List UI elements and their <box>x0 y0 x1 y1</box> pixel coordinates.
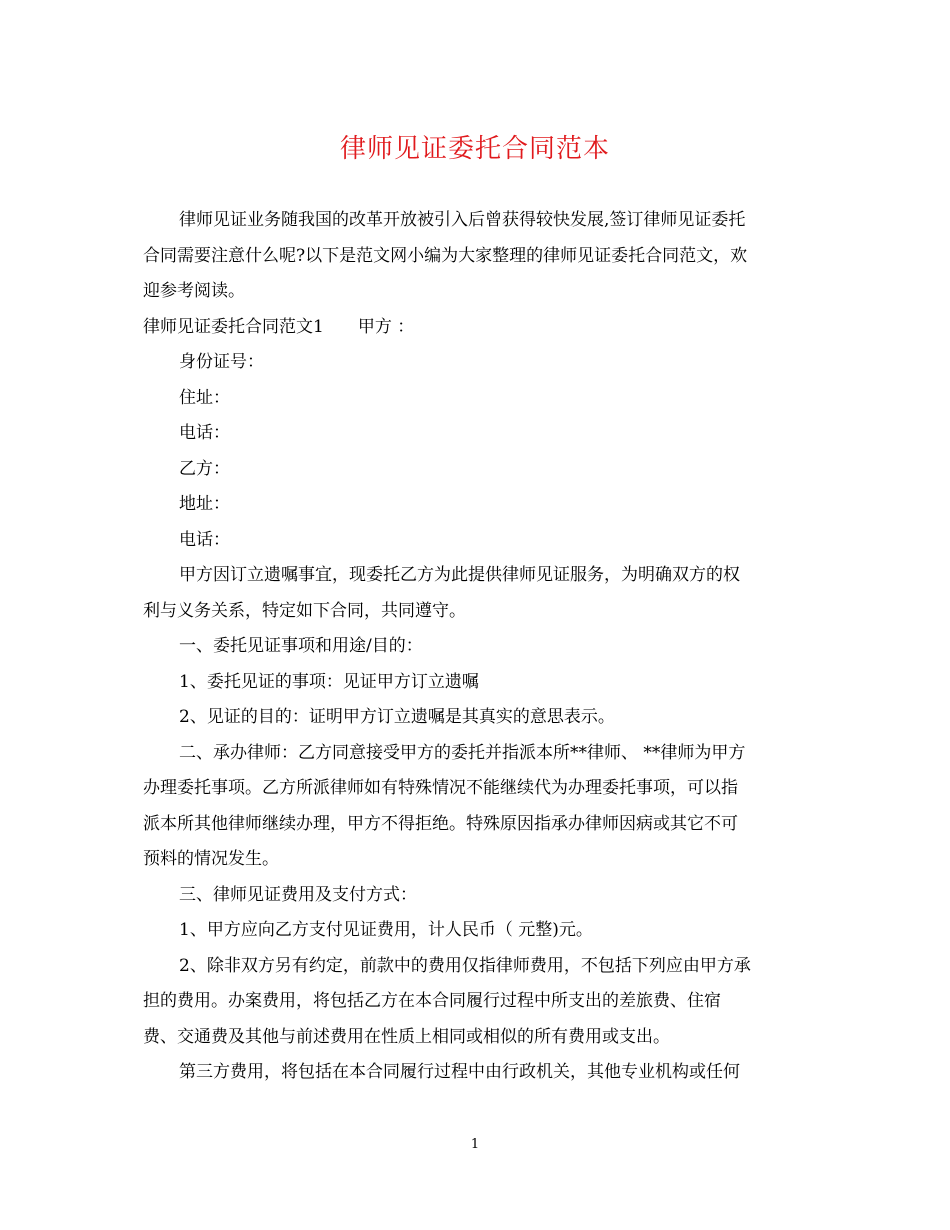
party-b-address-label: 地址： <box>179 494 230 514</box>
section2-line-2: 办理委托事项。乙方所派律师如有特殊情况不能继续代为办理委托事项，可以指 <box>143 778 738 798</box>
sample-heading-line <box>143 310 807 346</box>
intro-line-3: 迎参考阅读。 <box>143 281 245 301</box>
section3-heading: 三、律师见证费用及支付方式： <box>179 884 417 905</box>
para1-line-2: 利与义务关系，特定如下合同，共同遵守。 <box>143 600 466 621</box>
section1-item-1: 1、委托见证的事项：见证甲方订立遗嘱 <box>179 671 479 692</box>
document-title: 律师见证委托合同范本 <box>339 134 610 164</box>
third-party-line-1: 第三方费用，将包括在本合同履行过程中由行政机关，其他专业机构或任何 <box>179 1062 740 1082</box>
section2-line-4: 预料的情况发生。 <box>143 849 279 869</box>
id-number-label: 身份证号： <box>179 352 264 372</box>
section1-item-2: 2、见证的目的：证明甲方订立遗嘱是其真实的意思表示。 <box>179 707 615 727</box>
section3-item-1: 1、甲方应向乙方支付见证费用，计人民币（ 元整)元。 <box>179 920 593 940</box>
party-a-address-label: 住址： <box>179 387 230 408</box>
intro-line-2: 合同需要注意什么呢?以下是范文网小编为大家整理的律师见证委托合同范文，欢 <box>143 245 748 266</box>
party-a-label: 甲方 ： <box>357 316 415 337</box>
section2-line-1: 二、承办律师：乙方同意接受甲方的委托并指派本所**律师、 **律师为甲方 <box>179 742 746 763</box>
section2-line-3: 派本所其他律师继续办理，甲方不得拒绝。特殊原因指承办律师因病或其它不可 <box>143 813 738 834</box>
section1-heading: 一、委托见证事项和用途/目的： <box>179 636 423 656</box>
section3-item-2-line-2: 担的费用。办案费用，将包括乙方在本合同履行过程中所支出的差旅费、住宿 <box>143 991 721 1011</box>
section3-item-2-line-3: 费、交通费及其他与前述费用在性质上相同或相似的所有费用或支出。 <box>143 1026 670 1047</box>
section3-item-2-line-1: 2、除非双方另有约定，前款中的费用仅指律师费用，不包括下列应由甲方承 <box>179 955 751 976</box>
party-a-phone-label: 电话： <box>179 423 230 443</box>
intro-line-1: 律师见证业务随我国的改革开放被引入后曾获得较快发展,签订律师见证委托 <box>179 210 746 230</box>
party-b-label: 乙方： <box>179 458 230 479</box>
party-b-phone-label: 电话： <box>179 529 230 550</box>
document-body <box>143 203 807 1091</box>
page-number: 1 <box>470 1137 480 1152</box>
para1-line-1: 甲方因订立遗嘱事宜，现委托乙方为此提供律师见证服务，为明确双方的权 <box>179 565 740 585</box>
sample-heading: 律师见证委托合同范文1 <box>143 316 324 337</box>
